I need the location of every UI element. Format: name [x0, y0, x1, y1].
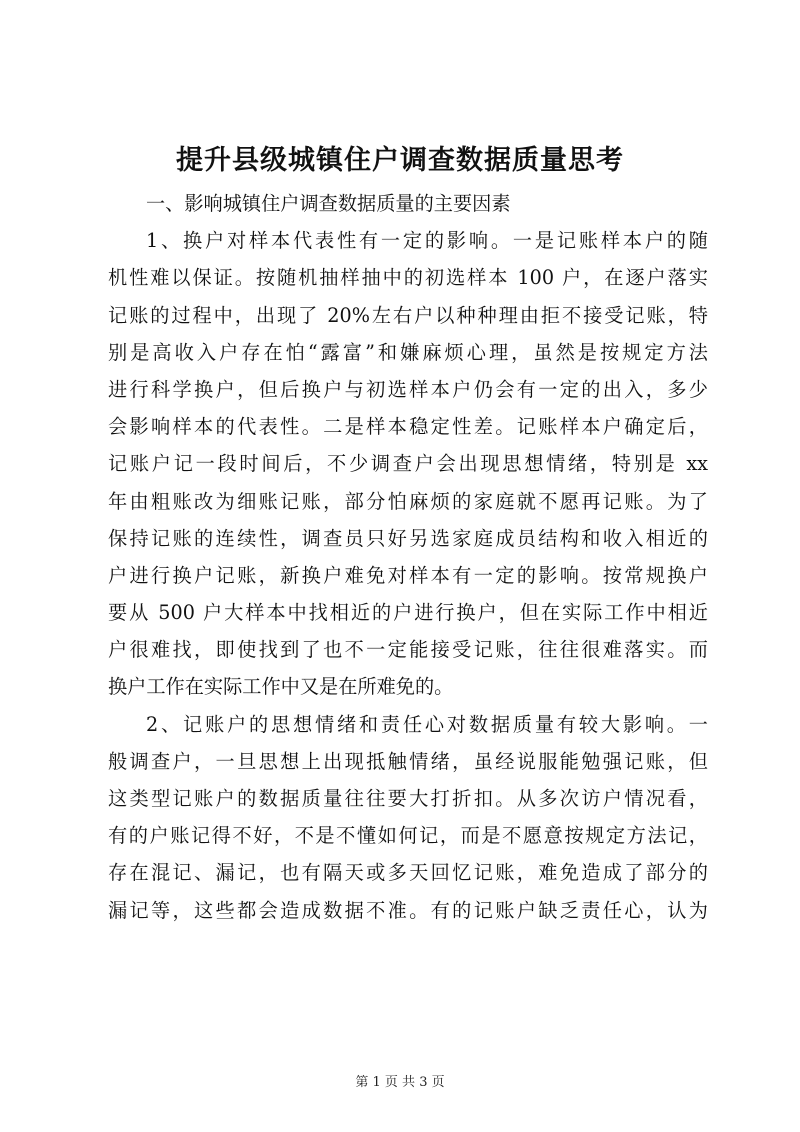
paragraph-line: 户很难找，即使找到了也不一定能接受记账，往往很难落实。而 — [108, 638, 708, 662]
paragraph-line: 换户工作在实际工作中又是在所难免的。 — [108, 675, 454, 699]
document-title: 提升县级城镇住户调查数据质量思考 — [176, 145, 624, 176]
paragraph-line: 2、记账户的思想情绪和责任心对数据质量有较大影响。一 — [146, 712, 708, 736]
paragraph-line: 般调查户，一旦思想上出现抵触情绪，虽经说服能勉强记账，但 — [108, 749, 708, 773]
paragraph-line: 漏记等，这些都会造成数据不准。有的记账户缺乏责任心，认为 — [108, 898, 708, 922]
paragraph-line: 记账户记一段时间后，不少调查户会出现思想情绪，特别是 xx — [108, 452, 708, 476]
paragraph-line: 存在混记、漏记，也有隔天或多天回忆记账，难免造成了部分的 — [108, 861, 708, 885]
paragraph-line: 1、换户对样本代表性有一定的影响。一是记账样本户的随 — [146, 229, 708, 253]
paragraph-line: 别是高收入户存在怕“露富”和嫌麻烦心理，虽然是按规定方法 — [108, 340, 708, 364]
paragraph-line: 这类型记账户的数据质量往往要大打折扣。从多次访户情况看， — [108, 787, 708, 810]
paragraph-line: 进行科学换户，但后换户与初选样本户仍会有一定的出入，多少 — [108, 377, 708, 401]
paragraph-line: 记账的过程中，出现了 20%左右户以种种理由拒不接受记账，特 — [108, 303, 708, 327]
paragraph-line: 户进行换户记账，新换户难免对样本有一定的影响。按常规换户 — [108, 563, 708, 587]
document-body — [108, 185, 708, 929]
paragraph-line: 会影响样本的代表性。二是样本稳定性差。记账样本户确定后， — [108, 415, 708, 439]
page-footer: 第 1 页 共 3 页 — [355, 1075, 445, 1090]
paragraph-line: 保持记账的连续性，调查员只好另选家庭成员结构和收入相近的 — [108, 526, 708, 550]
paragraph-line: 机性难以保证。按随机抽样抽中的初选样本 100 户，在逐户落实 — [108, 266, 708, 290]
paragraph-line: 有的户账记得不好，不是不懂如何记，而是不愿意按规定方法记， — [108, 824, 708, 848]
section-heading: 一、影响城镇住户调查数据质量的主要因素 — [146, 192, 511, 215]
paragraph-line: 年由粗账改为细账记账，部分怕麻烦的家庭就不愿再记账。为了 — [108, 489, 708, 513]
paragraph-line: 要从 500 户大样本中找相近的户进行换户，但在实际工作中相近 — [108, 601, 708, 625]
